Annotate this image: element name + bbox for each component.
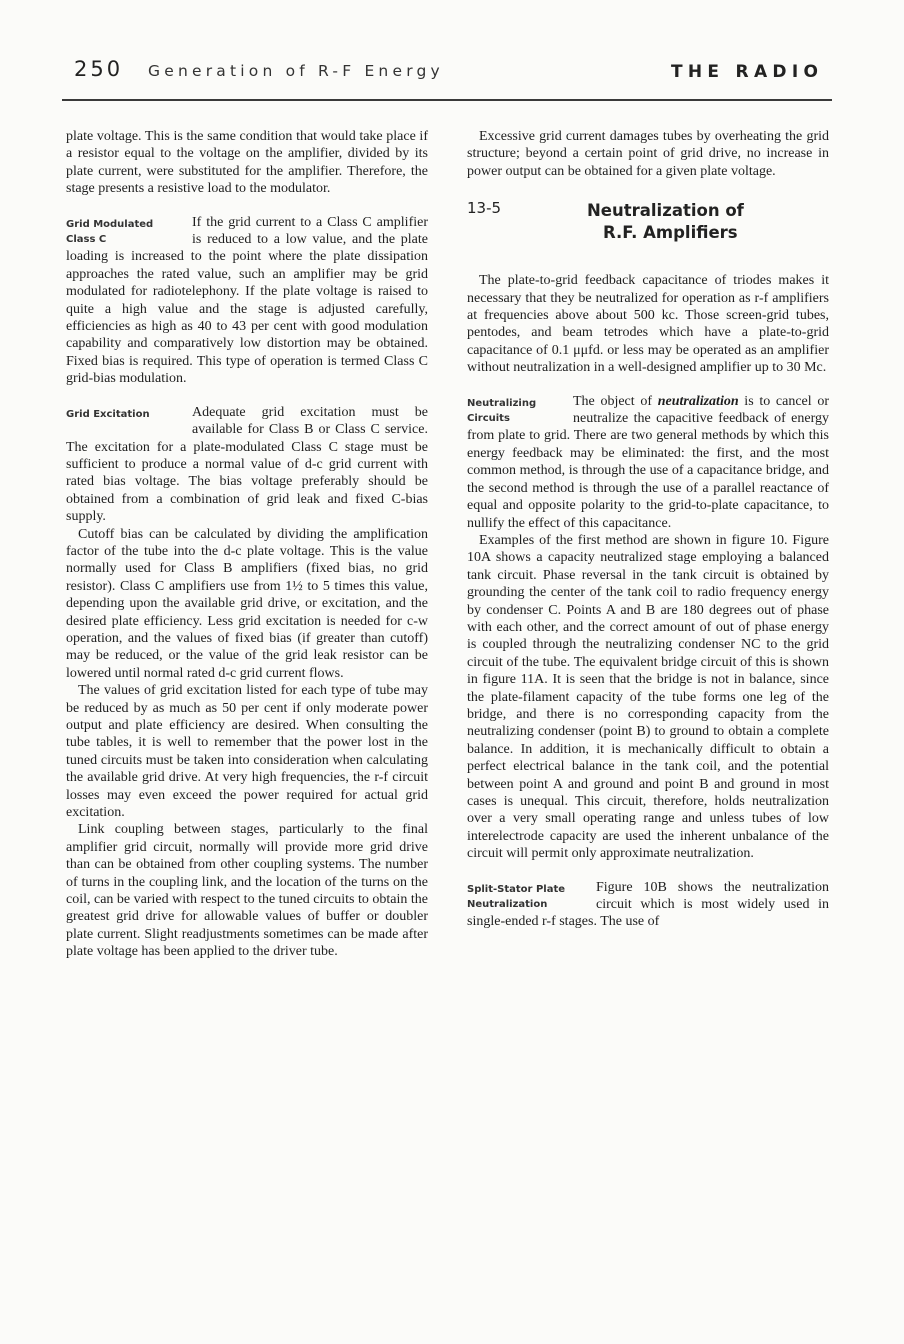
paragraph-opening: plate voltage. This is the same condition that would take place if a resistor equal to the voltage on the amplifier, divided by its plate current, were substituted for the amplifier. Therefore, the stage presents a resistive load to the modulator.: [66, 129, 428, 197]
paragraph-grid-excitation: [66, 404, 428, 526]
paragraph-examples: Examples of the first method are shown in figure 10. Figure 10A shows a capacity neutralized stage employing a balanced tank circuit. Phase reversal in the tank circuit is obtained by grounding the center of the tank coil to radio frequency energy by condenser C. Points A and B are 180 degrees out of phase with each other, and the correct amount of out of phase energy is coupled through the neutralizing condenser NC to the grid circuit of the tube. The equivalent bridge circuit of this is shown in figure 11A. It is seen that the bridge is not in balance, since the plate-filament capacity of the tube forms one leg of the bridge, and there is no corresponding capacity from the neutralizing condenser (point B) to ground to obtain a complete balance. In addition, it is mechanically difficult to obtain a perfect electrical balance in the tank coil, and the potential between point A and ground and point B and ground in most cases is unequal. This circuit, therefore, holds neutralization over a very small operating range and unless tubes of low interelectrode capacity are used the inherent unbalance of the circuit will permit only approximate neutralization.: [467, 532, 829, 862]
section-title-line1: Neutralization of: [587, 201, 744, 221]
section-number: 13-5: [467, 199, 502, 218]
paragraph-excessive-grid-current: Excessive grid current damages tubes by overheating the grid structure; beyond a certain point of grid drive, no increase in power output can be obtained for a given plate voltage.: [467, 129, 829, 179]
paragraph-split-stator: [467, 879, 829, 931]
emphasis-neutralization: neutralization: [657, 393, 739, 409]
header-rule: [62, 99, 832, 101]
paragraph-grid-modulated: [66, 214, 428, 388]
paragraph-cutoff-bias: Cutoff bias can be calculated by dividing the amplification factor of the tube into the d-c plate voltage. This is the value normally used for Class B amplifiers (fixed bias, no grid resistor). Class C amplifiers use from 1½ to 5 times this value, depending upon the available grid drive, or excitation, and the desired plate efficiency. Less grid excitation is needed for c-w operation, and the values of fixed bias (if greater than cutoff) may be reduced, or the value of the grid leak resistor can be lowered until normal rated d-c grid current flows.: [66, 526, 428, 681]
paragraph-excitation-values: The values of grid excitation listed for each type of tube may be reduced by as much as 50 per cent if only moderate power output and plate efficiency are desired. When consulting the tube tables, it is well to remember that the power lost in the tuned circuits must be taken into consideration when calculating the available grid drive. At very high frequencies, the r-f circuit losses may even exceed the power required for actual grid excitation.: [66, 683, 428, 821]
sidehead-grid-modulated: Grid Modulated Class C: [66, 218, 154, 245]
text-grid-modulated: If the grid current to a Class C amplifier is reduced to a low value, and the plate loading is increased to the point where the plate dissipation approaches the rated value, such an amplifier may be grid modulated for radiotelephony. If the plate voltage is raised to quite a high value and the stage is adjusted carefully, efficiencies as high as 40 to 43 per cent with good modulation capability and comparatively low distortion may be obtained. Fixed bias is required. This type of operation is termed Class C grid-bias modulation.: [66, 214, 428, 387]
section-title-line2: R.F. Amplifiers: [603, 223, 738, 243]
text-split-stator: Figure 10B shows the neutralization circuit which is most widely used in single-ended r-f stages. The use of: [467, 879, 829, 930]
sidehead-split-stator: Split-Stator Plate Neutralization: [467, 883, 566, 910]
chapter-title: Generation of R-F Energy: [148, 62, 444, 80]
left-column: [66, 128, 428, 961]
paragraph-feedback-capacitance: The plate-to-grid feedback capacitance of triodes makes it necessary that they be neutralized for operation as r-f amplifiers at frequencies above about 500 kc. Those screen-grid tubes, pentodes, and beam tetrodes which have a plate-to-grid capacitance of 0.1 μμfd. or less may be operated as an amplifier without neutralization in a well-designed amplifier up to 30 Mc.: [467, 273, 829, 376]
text-neutralizing-before: The object of: [573, 393, 658, 409]
sidehead-grid-excitation: Grid Excitation: [66, 408, 150, 420]
page-header: [0, 0, 904, 110]
right-column: [467, 128, 829, 931]
paragraph-neutralizing-circuits: [467, 393, 829, 532]
book-title: THE RADIO: [671, 62, 824, 82]
section-heading: [467, 200, 829, 256]
page-number: 250: [74, 57, 124, 81]
sidehead-neutralizing-circuits: Neutralizing Circuits: [467, 397, 537, 424]
text-neutralizing-after: is to cancel or neutralize the capacitive feedback of energy from plate to grid. There are two general methods by which this energy feedback may be eliminated: the first, and the most common method, is through the use of a capacitance bridge, and the second method is through the use of a parallel reactance of equal and opposite polarity to the grid-to-plate capacitance, to nullify the effect of this capacitance.: [467, 393, 830, 531]
text-grid-excitation: Adequate grid excitation must be available for Class B or Class C service. The excitation for a plate-modulated Class C stage must be sufficient to produce a normal value of d-c grid current with rated bias voltage. The bias voltage preferably should be obtained from a combination of grid leak and fixed C-bias supply.: [66, 404, 428, 525]
paragraph-link-coupling: Link coupling between stages, particularly to the final amplifier grid circuit, normally will provide more grid drive than can be obtained from other coupling systems. The number of turns in the coupling link, and the location of the turns on the coil, can be varied with respect to the tuned circuits to obtain the greatest grid drive for allowable values of buffer or doubler plate current. Slight readjustments sometimes can be made after plate voltage has been applied to the driver tube.: [66, 822, 428, 960]
section-title: [587, 200, 744, 244]
